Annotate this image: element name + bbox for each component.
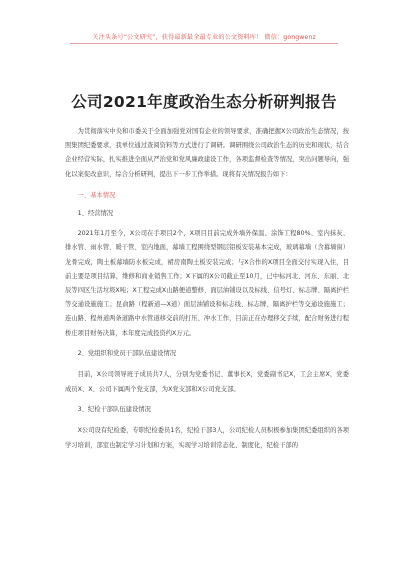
party-organization-paragraph: 目前，X公司领导班子成员共7人，分别为党委书记、董事长X，党委副书记X，工会主席X，党委成员X、X、公司下属两个党支部，为X党支部和X公司党支部。 (65, 371, 349, 394)
promo-banner: 关注头条号“公文研究”，获得最新最全最专业的公文资料库！ 微信：gongwenz (92, 34, 316, 41)
document-body (65, 125, 349, 453)
intro-paragraph: 为贯彻落实中央和市委关于全面加强党对国有企业的领导要求，准确把握X公司政治生态情况，按照集团纪委要求，我单位通过查阅资料等方式进行了调研。调研围绕公司政治生态的历史和现状，结合企业经营实际，扎实推进全面从严治党和党风廉政建设工作，各项监督检查等情况，突出问题导向，强化以案促改意识，综合分析研判，提出下一步工作举措。现将有关情况报告如下： (65, 128, 349, 178)
subheading-discipline-team: 3、纪检干部队伍建设情况 (77, 406, 151, 414)
document-title: 公司2021年度政治生态分析研判报告 (71, 93, 337, 111)
section-heading-basic-info: 一、基本情况 (77, 191, 116, 199)
subheading-party-organization: 2、党组织和党员干部队伍建设情况 (77, 349, 177, 357)
operations-paragraph: 2021年1月至今，X公司在手项目2个，X项目目前完成外墙外保温、涂饰工程80%、室内抹灰、排水管、雨水管、暖干管、室内地面，幕墙工程围绕型钢层铝板安装基本完成，玻璃幕墙（含幕墙窗）龙骨完成，陶土板幕墙防水板完成，裙房南陶土板安装完成；与X合作的X项目全面交付实现入住，目前主要是项目结算，维修和商业销售工作；X下属的X公司截止至10月，已中标河北、河东、东丽、北辰等四区生活垃圾X吨；X工程完成X山路便道整修、面层油铺设以及标线、信号灯、标志牌、隔离护栏等交通设施施工；昆俞路（程新道—X道）面层油铺设和标志线、标志牌、隔离护栏等交通设施施工；连山路、程州道两条道路中水管道移交前的打压、冲水工作，目前正在办理移交手续，配合财务进行程桥庄项目财务决算，本年度完成投资约X万元。 (65, 230, 349, 337)
discipline-team-paragraph: X公司设有纪检委，专职纪检委员1名，纪检干部3人，公司纪检人员积极参加集团纪委组织的各项学习培训，部室也制定学习计划和方案，实现学习培训常态化、制度化，纪检干部的 (65, 427, 349, 450)
subheading-operations: 1、经营情况 (77, 210, 114, 218)
banner-divider (70, 43, 338, 44)
